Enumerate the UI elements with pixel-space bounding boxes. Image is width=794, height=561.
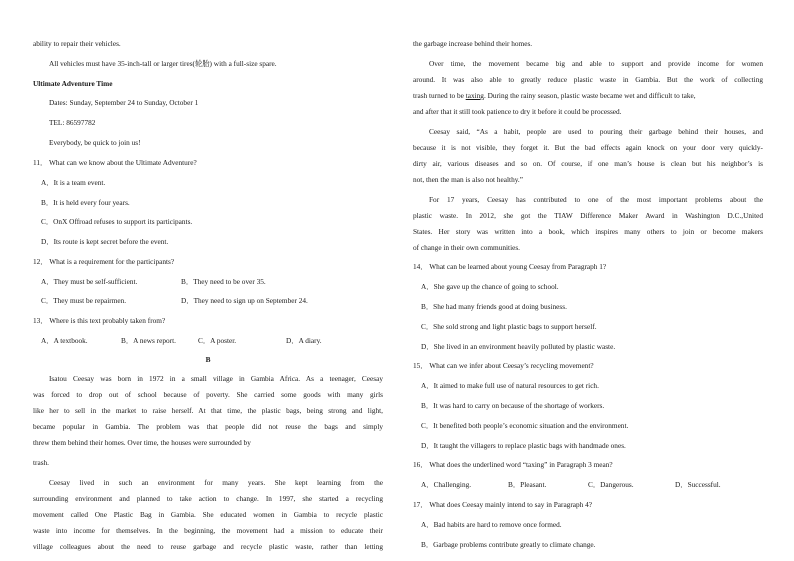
text-line: All vehicles must have 35-inch-tall or larger tires(轮胎) with a full-size spare. [49, 59, 277, 68]
option: A．She gave up the chance of going to school. [421, 282, 559, 291]
question-11: 11． What can we know about the Ultimate Adventure? [33, 158, 197, 167]
option: A．Challenging. [421, 480, 472, 489]
option: A．A textbook. [41, 336, 88, 345]
section-heading: B [205, 355, 211, 364]
option: C．A poster. [198, 336, 237, 345]
option: A．They must be self-sufficient. [41, 277, 138, 286]
option: B．It is held every four years. [41, 198, 130, 207]
text-line: Dates: Sunday, September 24 to Sunday, October 1 [49, 98, 199, 107]
option: D．It taught the villagers to replace plastic bags with handmade ones. [421, 441, 626, 450]
text-line: Over time, the movement became big and able to support and provide income for women [429, 59, 763, 68]
question-12: 12． What is a requirement for the participants? [33, 257, 175, 266]
text-span: trash turned to be [413, 91, 466, 100]
question-14: 14． What can be learned about young Ceesay from Paragraph 1? [413, 262, 607, 271]
text-line: became popular in Gambia. The problem was that people did not reuse the bags and simply [33, 422, 383, 431]
option: C．They must be repairmen. [41, 296, 127, 305]
option: B．It was hard to carry on because of the shortage of workers. [421, 401, 605, 410]
text-line: surrounding environment and planned to take action to change. In 1997, she started a recycling [33, 494, 383, 503]
text-line: movement called One Plastic Bag in Gambia. She educated women in Gambia to recycle plastic [33, 510, 383, 519]
question-13: 13． Where is this text probably taken from? [33, 316, 166, 325]
text-span: . During the rainy season, plastic waste became wet and difficult to take, [483, 91, 696, 100]
option: D．A diary. [286, 336, 322, 345]
text-line: trash. [33, 458, 50, 467]
text-line: of change in their own communities. [413, 243, 520, 252]
option: A．It aimed to make full use of natural resources to get rich. [421, 381, 599, 390]
text-line: the garbage increase behind their homes. [413, 39, 533, 48]
text-line [413, 92, 696, 99]
option: B．Garbage problems contribute greatly to climate change. [421, 540, 596, 549]
underlined-word: taxing [465, 91, 484, 100]
text-line: was forced to drop out of school because of poverty. She carried some goods with many girls [33, 390, 383, 399]
option: C．It benefited both people’s economic situation and the environment. [421, 421, 629, 430]
text-line: States. Her story was written into a book, which inspires many others to join or become makers [413, 227, 763, 236]
option: C．She sold strong and light plastic bags to support herself. [421, 322, 597, 331]
text-line: plastic waste. In 2012, she got the TIAW Difference Maker Award in Washington D.C.,United [413, 211, 763, 220]
option: C．Dangerous. [588, 480, 634, 489]
text-line: Isatou Ceesay was born in 1972 in a small village in Gambia Africa. As a teenager, Ceesay [49, 374, 383, 383]
text-line: For 17 years, Ceesay has contributed to one of the most important problems about the [429, 195, 763, 204]
text-line: Ceesay lived in such an environment for many years. She kept learning from the [49, 478, 383, 487]
option: D．Its route is kept secret before the event. [41, 237, 169, 246]
section-heading: Ultimate Adventure Time [33, 79, 113, 88]
option: B．Pleasant. [508, 480, 547, 489]
text-line: and after that it still took patience to dry it before it could be processed. [413, 107, 622, 116]
question-16: 16． What does the underlined word “taxing” in Paragraph 3 mean? [413, 460, 613, 469]
option: C．OnX Offroad refuses to support its participants. [41, 217, 193, 226]
option: D．Successful. [675, 480, 721, 489]
option: A．Bad habits are hard to remove once formed. [421, 520, 562, 529]
text-line: Ceesay said, “As a habit, people are used to pouring their garbage behind their houses, and [429, 127, 763, 136]
text-line: because it is not visible, they forget it. But the bad effects again knock on your door very quickly- [413, 143, 763, 152]
text-line: not, then the man is also not healthy.” [413, 175, 523, 184]
option: B．She had many friends good at doing business. [421, 302, 567, 311]
text-line: dirty air, various diseases and so on. Of course, if one man’s house is clean but his neighbor’s is [413, 159, 763, 168]
option: B．They need to be over 35. [181, 277, 266, 286]
question-15: 15． What can we infer about Ceesay’s recycling movement? [413, 361, 594, 370]
question-17: 17． What does Ceesay mainly intend to say in Paragraph 4? [413, 500, 593, 509]
text-line: TEL: 86597782 [49, 118, 96, 127]
option: A．It is a team event. [41, 178, 106, 187]
text-line: ability to repair their vehicles. [33, 39, 121, 48]
text-line: like her to sell in the market to raise herself. At that time, the plastic bags, being strong and light, [33, 406, 383, 415]
text-line: threw them behind their homes. Over time, the houses were surrounded by [33, 438, 251, 447]
option: B．A news report. [121, 336, 176, 345]
text-line: around. It was also able to greatly reduce plastic waste in Gambia. But the work of collecting [413, 75, 763, 84]
text-line: village colleagues about the need to reuse garbage and recycle plastic waste, rather than letting [33, 542, 383, 551]
option: D．She lived in an environment heavily polluted by plastic waste. [421, 342, 616, 351]
option: D．They need to sign up on September 24. [181, 296, 308, 305]
text-line: waste into income for themselves. In the beginning, the movement had a mission to educate their [33, 526, 383, 535]
text-line: Everybody, be quick to join us! [49, 138, 141, 147]
